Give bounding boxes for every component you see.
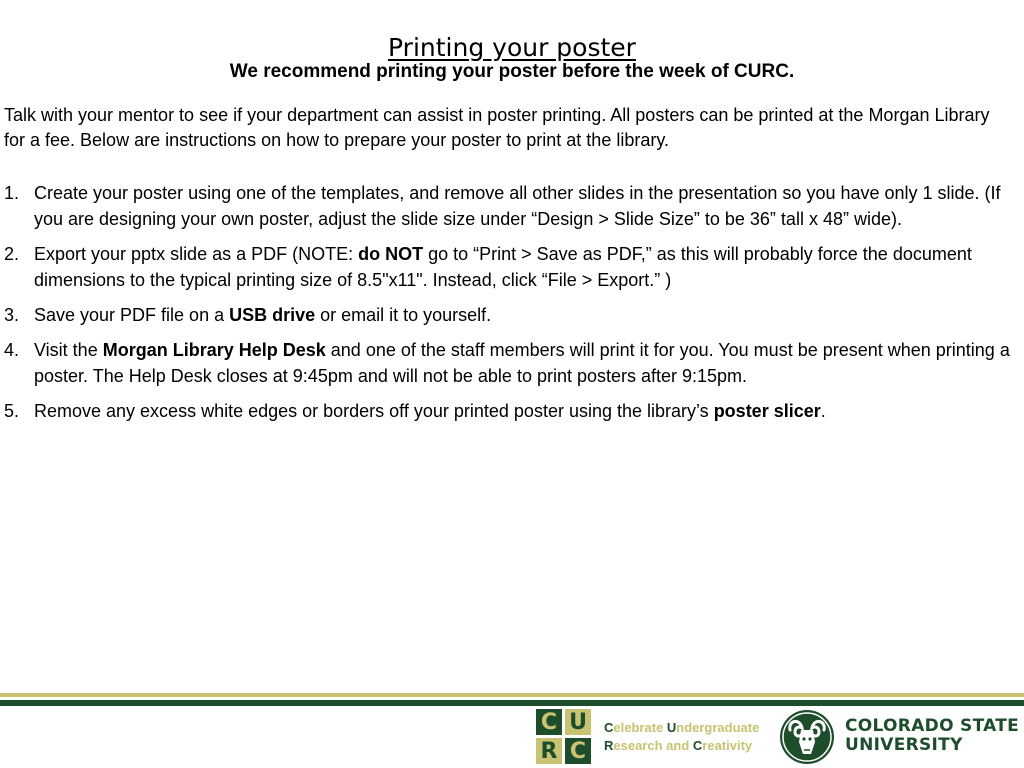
step-text-post: and one of the staff members will print it for you. You must be present when printing a poster. The Help Desk closes at 9:45pm and will not be able to print posters after 9:15pm. — [34, 340, 1010, 386]
list-item — [4, 337, 1018, 389]
list-item — [4, 180, 1018, 232]
step-text-post: go to “Print > Save as PDF,” as this will probably force the document dimensions to the typical printing size of 8.5"x11". Instead, click “File > Export.” ) — [34, 244, 972, 290]
step-number: 5. — [4, 401, 20, 421]
step-number: 3. — [4, 305, 20, 325]
step-text-post: . — [820, 401, 826, 421]
university-wordmark — [845, 717, 1023, 755]
university-wordmark-line-1: COLORADO STATE — [845, 716, 1020, 736]
curc-logo-letter: R — [536, 738, 562, 764]
slide-subtitle: We recommend printing your poster before the week of CURC. — [229, 61, 795, 82]
curc-logo — [535, 708, 593, 766]
curc-wordmark — [604, 719, 774, 755]
step-number: 1. — [4, 183, 20, 203]
ram-head-icon — [778, 708, 836, 766]
curc-wordmark-line-2: Research and Creativity — [604, 738, 753, 753]
curc-wordmark-line-1: Celebrate Undergraduate — [604, 720, 760, 735]
step-text-emphasis: Morgan Library Help Desk — [102, 340, 326, 360]
step-text-post: or email it to yourself. — [315, 305, 492, 325]
list-item — [4, 302, 1018, 328]
university-wordmark-line-2: UNIVERSITY — [845, 735, 963, 755]
step-text-pre: Save your PDF file on a — [34, 305, 230, 325]
instruction-list — [4, 180, 1018, 433]
curc-logo-letter: C — [536, 709, 562, 735]
curc-logo-letter: U — [565, 709, 591, 735]
list-item — [4, 398, 1018, 424]
step-text-emphasis: do NOT — [358, 244, 424, 264]
step-number: 4. — [4, 340, 20, 360]
footer-band-gold — [0, 693, 1024, 697]
slide-title: Printing your poster — [388, 32, 636, 62]
curc-logo-letter: C — [565, 738, 591, 764]
step-text-emphasis: USB drive — [229, 305, 316, 325]
step-text-pre: Visit the — [34, 340, 103, 360]
step-text-emphasis: poster slicer — [713, 401, 821, 421]
footer-band-green — [0, 700, 1024, 706]
step-text-pre: Remove any excess white edges or borders off your printed poster using the library’s — [34, 401, 714, 421]
step-text-pre: Export your pptx slide as a PDF (NOTE: — [34, 244, 359, 264]
step-text: Create your poster using one of the templates, and remove all other slides in the presentation so you have only 1 slide. (If you are designing your own poster, adjust the slide size under “Design > Slide Size” to be 36” tall x 48” wide). — [34, 183, 1001, 229]
list-item — [4, 241, 1018, 293]
step-number: 2. — [4, 244, 20, 264]
intro-paragraph: Talk with your mentor to see if your department can assist in poster printing. All posters can be printed at the Morgan Library for a fee. Below are instructions on how to prepare your poster to print at the library. — [4, 105, 990, 150]
